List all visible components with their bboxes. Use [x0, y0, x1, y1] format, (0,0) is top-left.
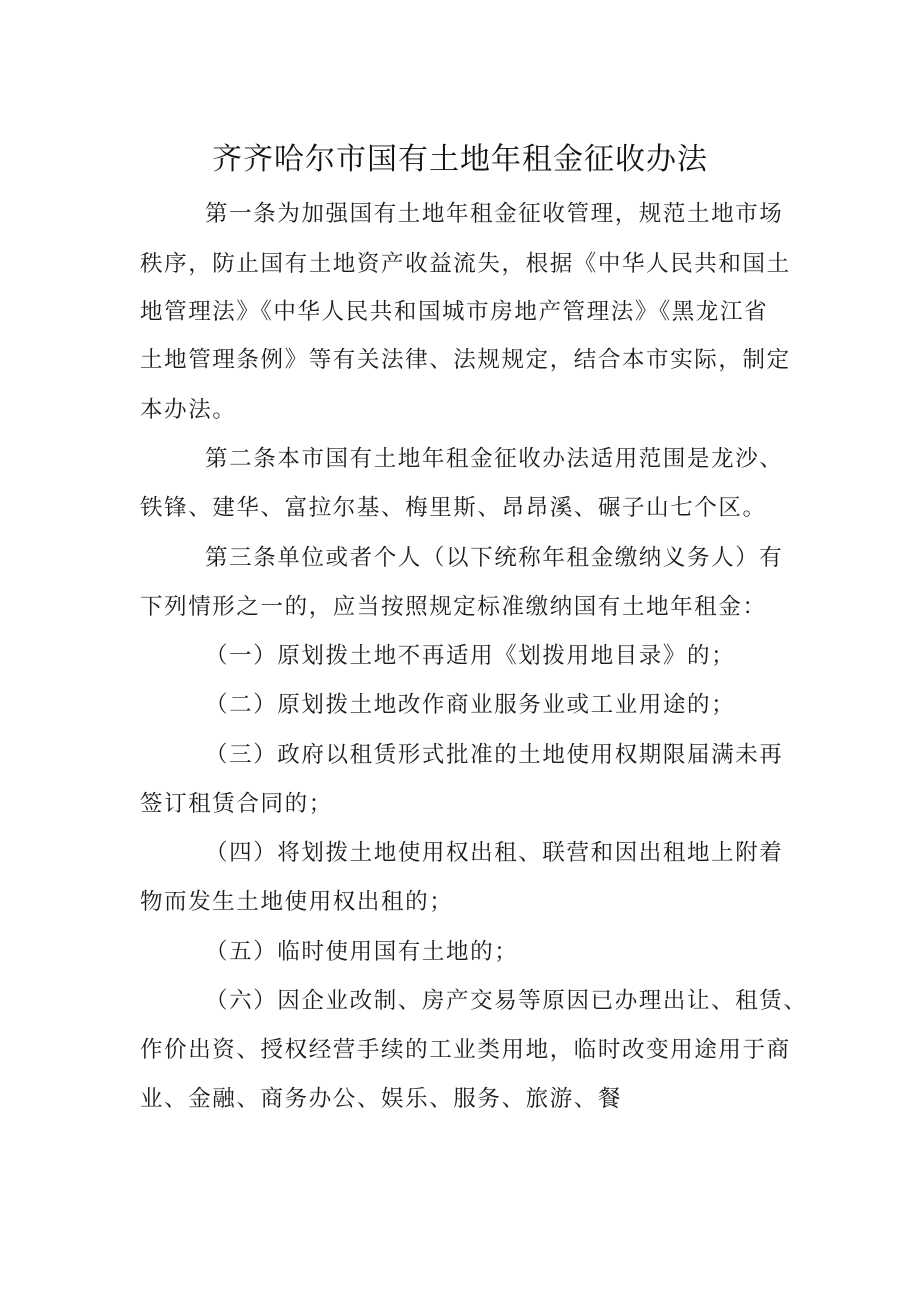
list-item-1: （一）原划拨土地不再适用《划拨用地目录》的；	[205, 643, 736, 669]
list-item-6-cont-1: 作价出资、授权经营手续的工业类用地，临时改变用途用于商	[140, 1037, 791, 1063]
list-item-4: （四）将划拨土地使用权出租、联营和因出租地上附着	[205, 840, 784, 866]
list-item-4-cont: 物而发生土地使用权出租的；	[140, 889, 454, 915]
list-item-6: （六）因企业改制、房产交易等原因已办理出让、租赁、	[205, 988, 808, 1014]
paragraph-line-9: 下列情形之一的，应当按照规定标准缴纳国有土地年租金：	[140, 594, 767, 620]
paragraph-line-8: 第三条单位或者个人（以下统称年租金缴纳义务人）有	[205, 545, 784, 571]
paragraph-line-2: 秩序，防止国有土地资产收益流失，根据《中华人民共和国土	[140, 251, 791, 277]
document-title: 齐齐哈尔市国有土地年租金征收办法	[212, 142, 708, 177]
paragraph-line-7: 铁锋、建华、富拉尔基、梅里斯、昂昂溪、碾子山七个区。	[140, 495, 767, 521]
list-item-6-cont-2: 业、金融、商务办公、娱乐、服务、旅游、餐	[140, 1086, 623, 1112]
list-item-3: （三）政府以租赁形式批准的土地使用权期限届满未再	[205, 742, 784, 768]
paragraph-line-3: 地管理法》《中华人民共和国城市房地产管理法》《黑龙江省	[140, 299, 769, 325]
paragraph-line-1: 第一条为加强国有土地年租金征收管理，规范土地市场	[205, 201, 784, 227]
list-item-5: （五）临时使用国有土地的；	[205, 939, 519, 965]
paragraph-line-4: 土地管理条例》等有关法律、法规规定，结合本市实际，制定	[140, 347, 791, 373]
paragraph-line-6: 第二条本市国有土地年租金征收办法适用范围是龙沙、	[205, 446, 784, 472]
paragraph-line-5: 本办法。	[140, 397, 237, 423]
list-item-3-cont: 签订租赁合同的；	[140, 791, 333, 817]
list-item-2: （二）原划拨土地改作商业服务业或工业用途的；	[205, 692, 736, 718]
